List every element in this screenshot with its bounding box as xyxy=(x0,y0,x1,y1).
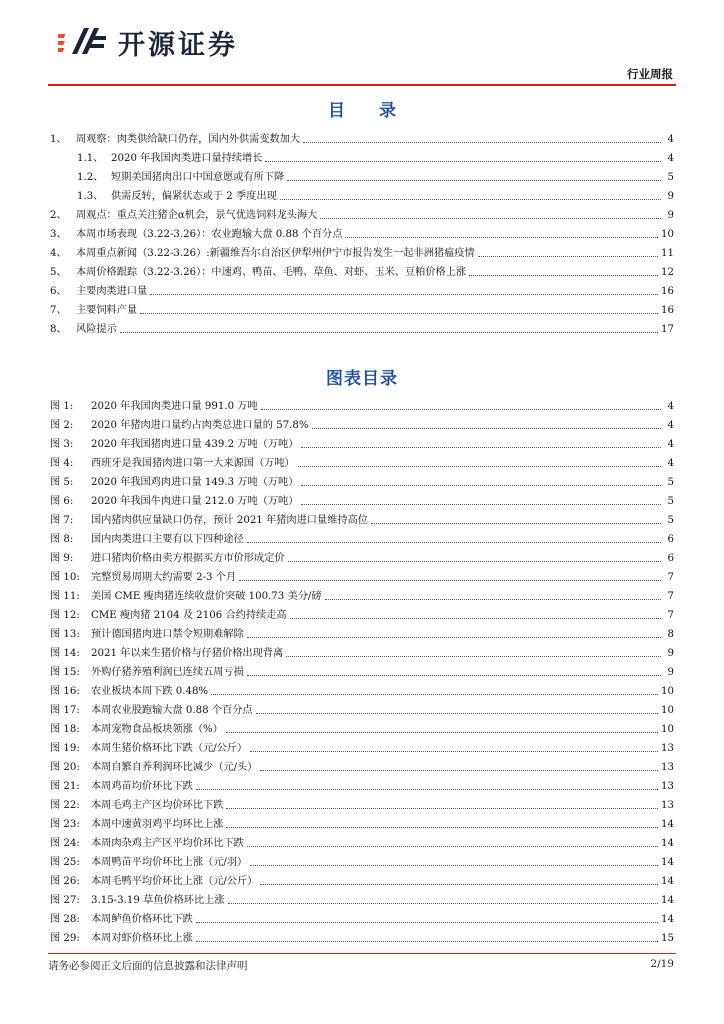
dot-leader xyxy=(287,180,661,181)
figure-entry-number: 图 24: xyxy=(50,838,80,849)
dot-leader xyxy=(290,618,661,619)
dot-leader xyxy=(325,599,661,600)
toc-entry[interactable] xyxy=(50,317,674,336)
figure-entry-number: 图 9: xyxy=(50,553,74,564)
figure-entry-page[interactable]: 7 xyxy=(667,572,674,583)
figure-entry-page[interactable]: 14 xyxy=(661,895,674,906)
figure-entry-number: 图 1: xyxy=(50,401,74,412)
dot-leader xyxy=(239,580,661,581)
figure-entry-number: 图 2: xyxy=(50,420,74,431)
figure-entry[interactable] xyxy=(50,565,674,584)
figure-entry-page[interactable]: 4 xyxy=(667,401,674,412)
figure-entry-text[interactable]: 本周毛鸡主产区均价环比下跌 xyxy=(91,800,224,811)
toc-entry-page[interactable]: 5 xyxy=(667,172,674,183)
figure-entry-number: 图 8: xyxy=(50,534,74,545)
dot-leader xyxy=(478,256,658,257)
dot-leader xyxy=(260,884,658,885)
dot-leader xyxy=(261,409,661,410)
figure-entry-number: 图 15: xyxy=(50,667,80,678)
toc-entry[interactable] xyxy=(50,146,674,165)
figure-entry-number: 图 27: xyxy=(50,895,80,906)
figure-list-title: 图表目录 xyxy=(326,369,398,389)
dot-leader xyxy=(301,485,661,486)
toc-entry-text[interactable]: 周观点：重点关注猪企α机会，景气优选饲料龙头海大 xyxy=(76,210,318,221)
toc-title: 目 录 xyxy=(328,101,410,121)
figure-entry[interactable] xyxy=(50,850,674,869)
figure-entry[interactable] xyxy=(50,679,674,698)
figure-entry-page[interactable]: 4 xyxy=(667,458,674,469)
figure-entry[interactable] xyxy=(50,546,674,565)
figure-entry-page[interactable]: 14 xyxy=(661,819,674,830)
figure-entry-text[interactable]: 2020 年我国牛肉进口量 212.0 万吨（万吨） xyxy=(91,496,299,507)
footer-disclaimer: 请务必参阅正文后面的信息披露和法律声明 xyxy=(48,960,248,972)
figure-entry-page[interactable]: 14 xyxy=(661,876,674,887)
figure-entry-number: 图 11: xyxy=(50,591,80,602)
toc-entry-number: 6、 xyxy=(50,286,67,297)
dot-leader xyxy=(260,770,658,771)
figure-entry[interactable] xyxy=(50,527,674,546)
footer-divider xyxy=(48,953,676,954)
figure-entry-text[interactable]: 2020 年我国鸡肉进口量 149.3 万吨（万吨） xyxy=(91,477,299,488)
company-logo xyxy=(58,22,238,62)
dot-leader xyxy=(247,675,661,676)
figure-entry-number: 图 20: xyxy=(50,762,80,773)
toc-entry-number: 2、 xyxy=(50,210,67,221)
figure-entry-page[interactable]: 7 xyxy=(667,610,674,621)
figure-entry-page[interactable]: 10 xyxy=(661,724,674,735)
figure-entry-page[interactable]: 5 xyxy=(667,477,674,488)
toc-entry-number: 1.3、 xyxy=(77,191,104,202)
figure-entry-number: 图 19: xyxy=(50,743,80,754)
figure-list xyxy=(50,394,674,945)
figure-entry-text[interactable]: 美国 CME 瘦肉猪连续收盘价突破 100.73 美分/磅 xyxy=(91,591,322,602)
toc-entry-text[interactable]: 本周价格跟踪（3.22-3.26）：中速鸡、鸭苗、毛鸭、草鱼、对虾、玉米、豆粕价格上涨 xyxy=(76,267,467,278)
figure-entry-number: 图 3: xyxy=(50,439,74,450)
dot-leader xyxy=(211,694,658,695)
figure-entry-text[interactable]: 本周肉杂鸡主产区平均价环比下跌 xyxy=(91,838,244,849)
figure-entry[interactable] xyxy=(50,660,674,679)
figure-entry[interactable] xyxy=(50,603,674,622)
toc-entry-page[interactable]: 9 xyxy=(667,210,674,221)
dot-leader xyxy=(265,161,661,162)
figure-entry-text[interactable]: 农业板块本周下跌 0.48% xyxy=(91,686,209,697)
figure-entry-page[interactable]: 14 xyxy=(661,838,674,849)
figure-entry[interactable] xyxy=(50,508,674,527)
figure-entry-number: 图 22: xyxy=(50,800,80,811)
dot-leader xyxy=(226,808,658,809)
figure-entry-text[interactable]: 本周鸭苗平均价环比上涨（元/羽） xyxy=(91,857,248,868)
dot-leader xyxy=(345,237,658,238)
figure-entry[interactable] xyxy=(50,451,674,470)
figure-entry-page[interactable]: 10 xyxy=(661,705,674,716)
figure-entry[interactable] xyxy=(50,907,674,926)
toc-entry[interactable] xyxy=(50,203,674,222)
figure-entry-text[interactable]: 本周毛鸭平均价环比上涨（元/公斤） xyxy=(91,876,258,887)
figure-entry-number: 图 26: xyxy=(50,876,80,887)
figure-entry-text[interactable]: 本周对虾价格环比上涨 xyxy=(91,933,193,944)
dot-leader xyxy=(228,903,658,904)
figure-entry[interactable] xyxy=(50,470,674,489)
toc-entry[interactable] xyxy=(50,279,674,298)
toc-entry-text[interactable]: 主要肉类进口量 xyxy=(76,286,148,297)
figure-entry[interactable] xyxy=(50,698,674,717)
toc-entry-number: 1、 xyxy=(50,134,67,145)
figure-entry[interactable] xyxy=(50,793,674,812)
figure-entry[interactable] xyxy=(50,717,674,736)
figure-entry-text[interactable]: 本周宠物食品板块领涨（%） xyxy=(91,724,223,735)
toc-entry[interactable] xyxy=(50,127,674,146)
figure-entry-text[interactable]: 本周农业股跑输大盘 0.88 个百分点 xyxy=(91,705,253,716)
dot-leader xyxy=(250,865,658,866)
figure-entry-text[interactable]: CME 瘦肉猪 2104 及 2106 合约持续走高 xyxy=(91,610,287,621)
figure-entry-page[interactable]: 13 xyxy=(661,762,674,773)
header-divider xyxy=(48,84,676,86)
figure-entry-number: 图 29: xyxy=(50,933,80,944)
figure-entry-page[interactable]: 9 xyxy=(667,648,674,659)
figure-entry-text[interactable]: 进口猪肉价格由卖方根据买方市价形成定价 xyxy=(91,553,285,564)
toc-entry-number: 5、 xyxy=(50,267,67,278)
dot-leader xyxy=(312,428,661,429)
dot-leader xyxy=(247,542,661,543)
figure-entry-page[interactable]: 5 xyxy=(667,496,674,507)
toc-entry-page[interactable]: 16 xyxy=(661,305,674,316)
dot-leader xyxy=(303,142,661,143)
dot-leader xyxy=(371,523,661,524)
dot-leader xyxy=(286,656,661,657)
toc-entry-text[interactable]: 主要饲料产量 xyxy=(76,305,138,316)
toc-entry-text[interactable]: 周观察：肉类供给缺口仍存，国内外供需变数加大 xyxy=(76,134,301,145)
figure-entry-text[interactable]: 2020 年我国猪肉进口量 439.2 万吨（万吨） xyxy=(91,439,299,450)
figure-entry[interactable] xyxy=(50,831,674,850)
dot-leader xyxy=(120,332,658,333)
figure-entry-page[interactable]: 14 xyxy=(661,857,674,868)
dot-leader xyxy=(298,466,661,467)
dot-leader xyxy=(280,199,661,200)
figure-entry-page[interactable]: 7 xyxy=(667,591,674,602)
toc-entry-page[interactable]: 4 xyxy=(667,153,674,164)
toc-entry-number: 1.1、 xyxy=(77,153,104,164)
figure-entry-page[interactable]: 13 xyxy=(661,781,674,792)
figure-entry-text[interactable]: 本周自繁自养利润环比减少（元/头） xyxy=(91,762,258,773)
figure-entry-text[interactable]: 国内猪肉供应量缺口仍存，预计 2021 年猪肉进口量维持高位 xyxy=(91,515,368,526)
dot-leader xyxy=(247,846,658,847)
toc-entry-page[interactable]: 10 xyxy=(661,229,674,240)
figure-entry[interactable] xyxy=(50,584,674,603)
figure-entry-text[interactable]: 本周生猪价格环比下跌（元/公斤） xyxy=(91,743,248,754)
toc-entry[interactable] xyxy=(50,184,674,203)
figure-entry-page[interactable]: 4 xyxy=(667,439,674,450)
figure-entry-number: 图 4: xyxy=(50,458,74,469)
toc-entry-text[interactable]: 短期美国猪肉出口中国意愿或有所下降 xyxy=(111,172,285,183)
figure-entry[interactable] xyxy=(50,926,674,945)
figure-entry-number: 图 25: xyxy=(50,857,80,868)
figure-entry[interactable] xyxy=(50,812,674,831)
figure-entry-text[interactable]: 2020 年我国肉类进口量 991.0 万吨 xyxy=(91,401,258,412)
dot-leader xyxy=(288,561,661,562)
toc-entry-text[interactable]: 供需反转，偏紧状态或于 2 季度出现 xyxy=(111,191,277,202)
toc-entry-page[interactable]: 9 xyxy=(667,191,674,202)
figure-entry-number: 图 16: xyxy=(50,686,80,697)
dot-leader xyxy=(196,922,658,923)
figure-entry[interactable] xyxy=(50,489,674,508)
figure-entry-text[interactable]: 2020 年猪肉进口量约占肉类总进口量的 57.8% xyxy=(91,420,309,431)
figure-entry-number: 图 28: xyxy=(50,914,80,925)
dot-leader xyxy=(469,275,658,276)
figure-entry-page[interactable]: 4 xyxy=(667,420,674,431)
dot-leader xyxy=(140,313,658,314)
figure-entry-text[interactable]: 国内肉类进口主要有以下四种途径 xyxy=(91,534,244,545)
toc-entry-page[interactable]: 12 xyxy=(661,267,674,278)
dot-leader xyxy=(196,789,658,790)
figure-entry-number: 图 21: xyxy=(50,781,80,792)
figure-entry-page[interactable]: 13 xyxy=(661,800,674,811)
figure-entry-text[interactable]: 本周中速黄羽鸡平均环比上涨 xyxy=(91,819,224,830)
figure-entry[interactable] xyxy=(50,869,674,888)
toc-entry-page[interactable]: 4 xyxy=(667,134,674,145)
figure-entry-page[interactable]: 6 xyxy=(667,553,674,564)
figure-entry-page[interactable]: 9 xyxy=(667,667,674,678)
figure-entry-text[interactable]: 本周鸡苗均价环比下跌 xyxy=(91,781,193,792)
dot-leader xyxy=(256,713,658,714)
toc-entry[interactable] xyxy=(50,222,674,241)
figure-entry-text[interactable]: 外购仔猪养殖利润已连续五周亏损 xyxy=(91,667,244,678)
dot-leader xyxy=(301,504,661,505)
figure-entry[interactable] xyxy=(50,394,674,413)
toc-entry-text[interactable]: 2020 年我国肉类进口量持续增长 xyxy=(111,153,263,164)
figure-entry[interactable] xyxy=(50,755,674,774)
figure-entry-number: 图 23: xyxy=(50,819,80,830)
figure-entry[interactable] xyxy=(50,413,674,432)
figure-entry-page[interactable]: 10 xyxy=(661,686,674,697)
figure-entry-text[interactable]: 西班牙是我国猪肉进口第一大来源国（万吨） xyxy=(91,458,295,469)
page-number: 2/19 xyxy=(650,958,674,970)
dot-leader xyxy=(226,827,658,828)
report-type-label: 行业周报 xyxy=(627,67,673,81)
toc-entry-page[interactable]: 17 xyxy=(661,324,674,335)
figure-entry-page[interactable]: 13 xyxy=(661,743,674,754)
figure-entry[interactable] xyxy=(50,432,674,451)
toc-entry-text[interactable]: 本周重点新闻（3.22-3.26）:新疆维吾尔自治区伊犁州伊宁市报告发生一起非洲猪瘟疫情 xyxy=(76,248,475,259)
toc-entry-number: 3、 xyxy=(50,229,67,240)
toc-entry-text[interactable]: 风险提示 xyxy=(76,324,117,335)
figure-entry[interactable] xyxy=(50,736,674,755)
figure-entry-text[interactable]: 预计德国猪肉进口禁令短期难解除 xyxy=(91,629,244,640)
figure-entry-number: 图 18: xyxy=(50,724,80,735)
dot-leader xyxy=(226,732,658,733)
toc-entry-number: 7、 xyxy=(50,305,67,316)
figure-entry[interactable] xyxy=(50,641,674,660)
toc-entry[interactable] xyxy=(50,260,674,279)
figure-entry-number: 图 14: xyxy=(50,648,80,659)
toc-entry[interactable] xyxy=(50,241,674,260)
toc-entry-page[interactable]: 11 xyxy=(661,248,674,259)
brand-mark-icon xyxy=(58,24,110,60)
toc-entry-page[interactable]: 16 xyxy=(661,286,674,297)
figure-entry-page[interactable]: 6 xyxy=(667,534,674,545)
figure-entry-number: 图 6: xyxy=(50,496,74,507)
toc-entry-text[interactable]: 本周市场表现（3.22-3.26）：农业跑输大盘 0.88 个百分点 xyxy=(76,229,343,240)
brand-name: 开源证券 xyxy=(118,29,238,61)
dot-leader xyxy=(150,294,658,295)
toc-entry[interactable] xyxy=(50,298,674,317)
toc-entry-number: 8、 xyxy=(50,324,67,335)
dot-leader xyxy=(247,637,661,638)
figure-entry-number: 图 10: xyxy=(50,572,80,583)
toc-entry-number: 1.2、 xyxy=(77,172,104,183)
figure-entry-page[interactable]: 15 xyxy=(661,933,674,944)
figure-entry-number: 图 5: xyxy=(50,477,74,488)
figure-entry-page[interactable]: 5 xyxy=(667,515,674,526)
figure-entry-number: 图 7: xyxy=(50,515,74,526)
dot-leader xyxy=(250,751,658,752)
figure-entry-page[interactable]: 8 xyxy=(667,629,674,640)
figure-entry-text[interactable]: 本周鲈鱼价格环比下跌 xyxy=(91,914,193,925)
figure-entry-page[interactable]: 14 xyxy=(661,914,674,925)
figure-entry-number: 图 17: xyxy=(50,705,80,716)
dot-leader xyxy=(320,218,661,219)
toc-entry-number: 4、 xyxy=(50,248,67,259)
figure-entry-text[interactable]: 2021 年以来生猪价格与仔猪价格出现背离 xyxy=(91,648,284,659)
figure-entry-text[interactable]: 完整贸易周期大约需要 2-3 个月 xyxy=(91,572,237,583)
toc-entry[interactable] xyxy=(50,165,674,184)
figure-entry-number: 图 12: xyxy=(50,610,80,621)
figure-entry[interactable] xyxy=(50,622,674,641)
dot-leader xyxy=(301,447,661,448)
toc-list xyxy=(50,127,674,336)
dot-leader xyxy=(196,941,658,942)
figure-entry-number: 图 13: xyxy=(50,629,80,640)
figure-entry[interactable] xyxy=(50,774,674,793)
figure-entry[interactable] xyxy=(50,888,674,907)
figure-entry-text[interactable]: 3.15-3.19 草鱼价格环比上涨 xyxy=(91,895,225,906)
